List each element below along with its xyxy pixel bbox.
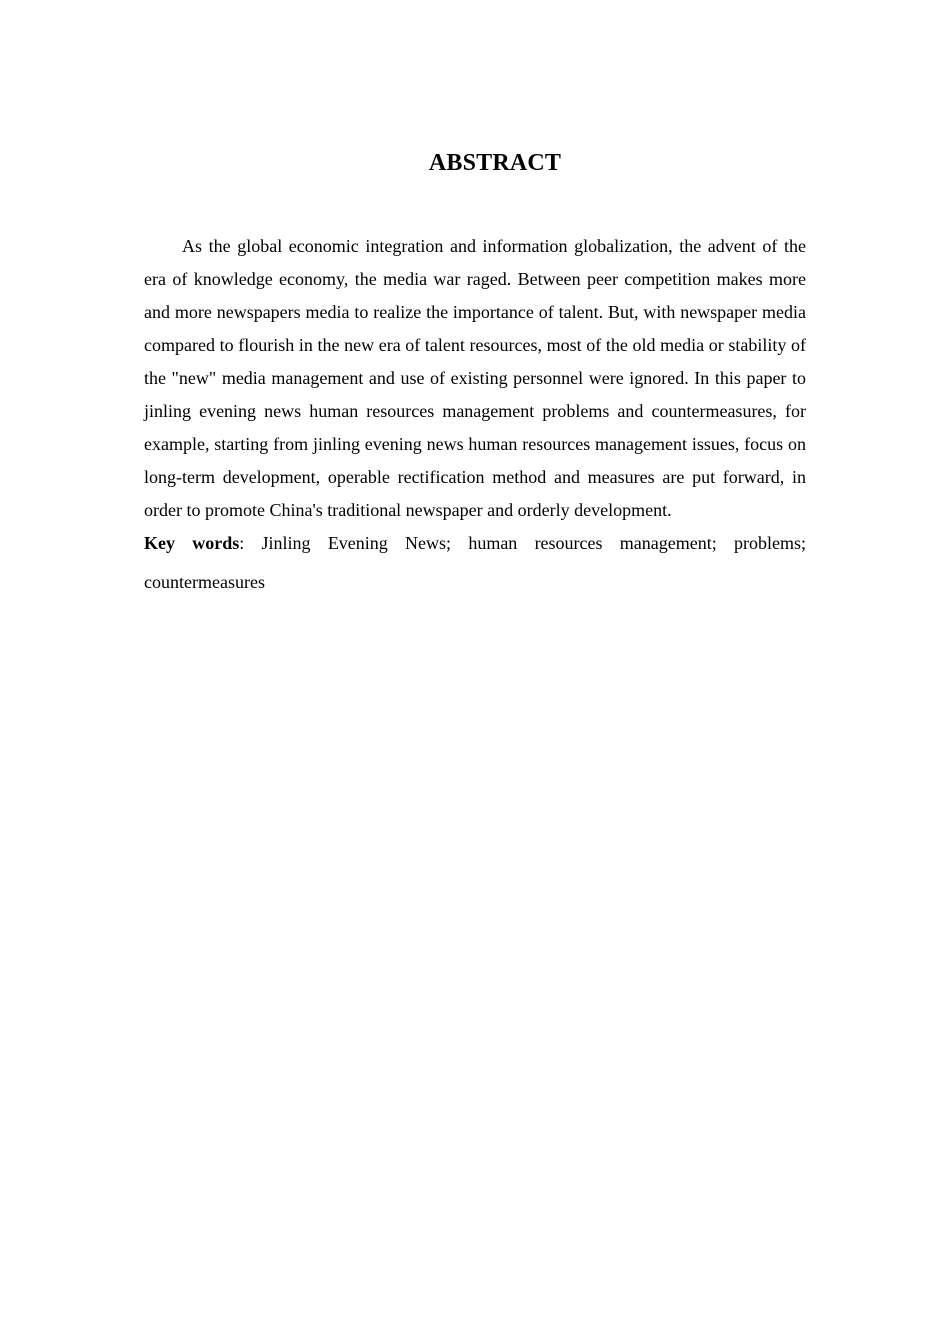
- keywords-separator: :: [239, 533, 245, 553]
- keywords-list-line2: countermeasures: [144, 572, 265, 592]
- keywords-continuation: [144, 566, 806, 599]
- abstract-section: [144, 230, 806, 599]
- keywords-list-line1: Jinling Evening News; human resources management; problems;: [261, 533, 806, 553]
- keywords-line: [144, 527, 806, 560]
- page-title: ABSTRACT: [428, 150, 562, 176]
- abstract-paragraph: As the global economic integration and information globalization, the advent of the era of knowledge economy, the media war raged. Between peer competition makes more and more newspapers media to realize the importance of talent. But, with newspaper media compared to flourish in the new era of talent resources, most of the old media or stability of the "new" media management and use of existing personnel were ignored. In this paper to jinling evening news human resources management problems and countermeasures, for example, starting from jinling evening news human resources management issues, focus on long-term development, operable rectification method and measures are put forward, in order to promote China's traditional newspaper and orderly development.: [144, 236, 806, 520]
- keywords-label: Key words: [144, 533, 240, 553]
